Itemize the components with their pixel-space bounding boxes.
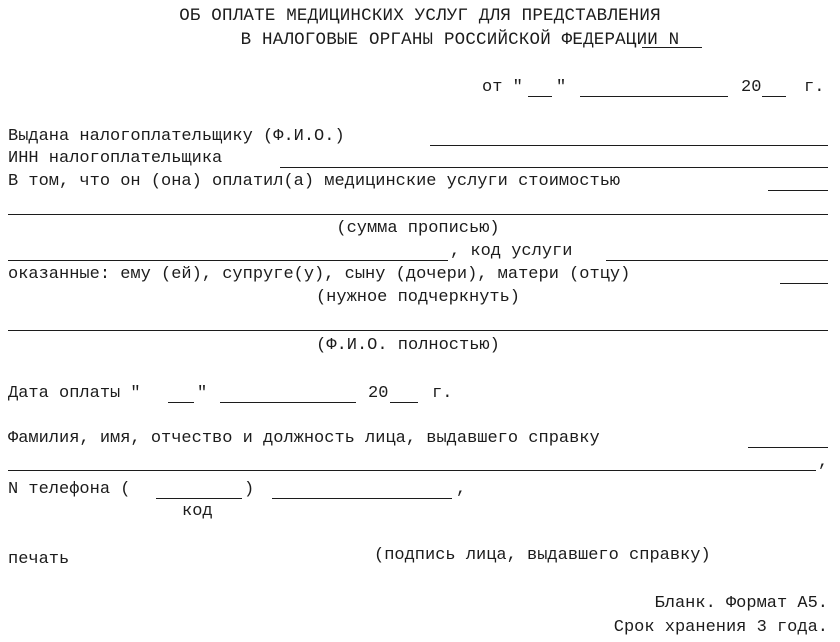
amount-in-words-field[interactable] (8, 214, 828, 215)
date-year-prefix: 20 (741, 78, 762, 97)
issuer-comma: , (818, 453, 829, 472)
issuer-field[interactable] (748, 447, 828, 448)
retention-note: Срок хранения 3 года. (613, 618, 828, 637)
paid-for-label: В том, что он (она) оплатил(а) медицинские услуги стоимостью (8, 172, 621, 191)
service-code-field[interactable] (606, 260, 828, 261)
taxpayer-name-field[interactable] (430, 145, 828, 146)
issued-to-label: Выдана налогоплательщику (Ф.И.О.) (8, 127, 345, 146)
taxpayer-inn-field[interactable] (280, 167, 828, 168)
phone-paren: ) (244, 480, 255, 499)
phone-prefix: N телефона ( (8, 480, 131, 499)
certificate-number-field[interactable] (642, 47, 702, 48)
service-code-label: , код услуги (450, 242, 573, 261)
rendered-to-field[interactable] (780, 283, 828, 284)
phone-number-field[interactable] (272, 498, 452, 499)
payment-year-prefix: 20 (368, 384, 389, 403)
date-month-field[interactable] (580, 96, 728, 97)
payment-day-field[interactable] (168, 402, 194, 403)
amount-in-words-hint: (сумма прописью) (336, 219, 500, 238)
phone-code-hint: код (182, 502, 213, 521)
patient-full-name-field[interactable] (8, 330, 828, 331)
payment-month-field[interactable] (220, 402, 356, 403)
document-title-line-2: В НАЛОГОВЫЕ ОРГАНЫ РОССИЙСКОЙ ФЕДЕРАЦИИ N (240, 30, 680, 50)
document-title-line-1: ОБ ОПЛАТЕ МЕДИЦИНСКИХ УСЛУГ ДЛЯ ПРЕДСТАВЛЕНИЯ (179, 6, 661, 26)
full-name-hint: (Ф.И.О. полностью) (316, 336, 500, 355)
rendered-to-label: оказанные: ему (ей), супруге(у), сыну (дочери), матери (отцу) (8, 265, 631, 284)
date-year-suffix: г. (804, 78, 825, 97)
payment-date-prefix: Дата оплаты " (8, 384, 141, 403)
payment-year-suffix: г. (432, 384, 453, 403)
amount-in-words-continuation-field[interactable] (8, 260, 448, 261)
signature-hint: (подпись лица, выдавшего справку) (374, 546, 711, 565)
cost-field[interactable] (768, 190, 828, 191)
stamp-label: печать (8, 550, 70, 569)
payment-year-field[interactable] (390, 402, 418, 403)
date-quote-close: " (556, 78, 567, 97)
payment-date-quote: " (197, 384, 208, 403)
issuer-label: Фамилия, имя, отчество и должность лица, выдавшего справку (8, 429, 600, 448)
phone-code-field[interactable] (156, 498, 242, 499)
issuer-continuation-field[interactable] (8, 470, 816, 471)
phone-comma: , (456, 480, 467, 499)
date-prefix: от " (482, 78, 523, 97)
blank-format-note: Бланк. Формат А5. (654, 594, 828, 613)
date-day-field[interactable] (528, 96, 552, 97)
date-year-field[interactable] (762, 96, 786, 97)
inn-label: ИНН налогоплательщика (8, 149, 223, 168)
underline-hint: (нужное подчеркнуть) (315, 288, 521, 307)
